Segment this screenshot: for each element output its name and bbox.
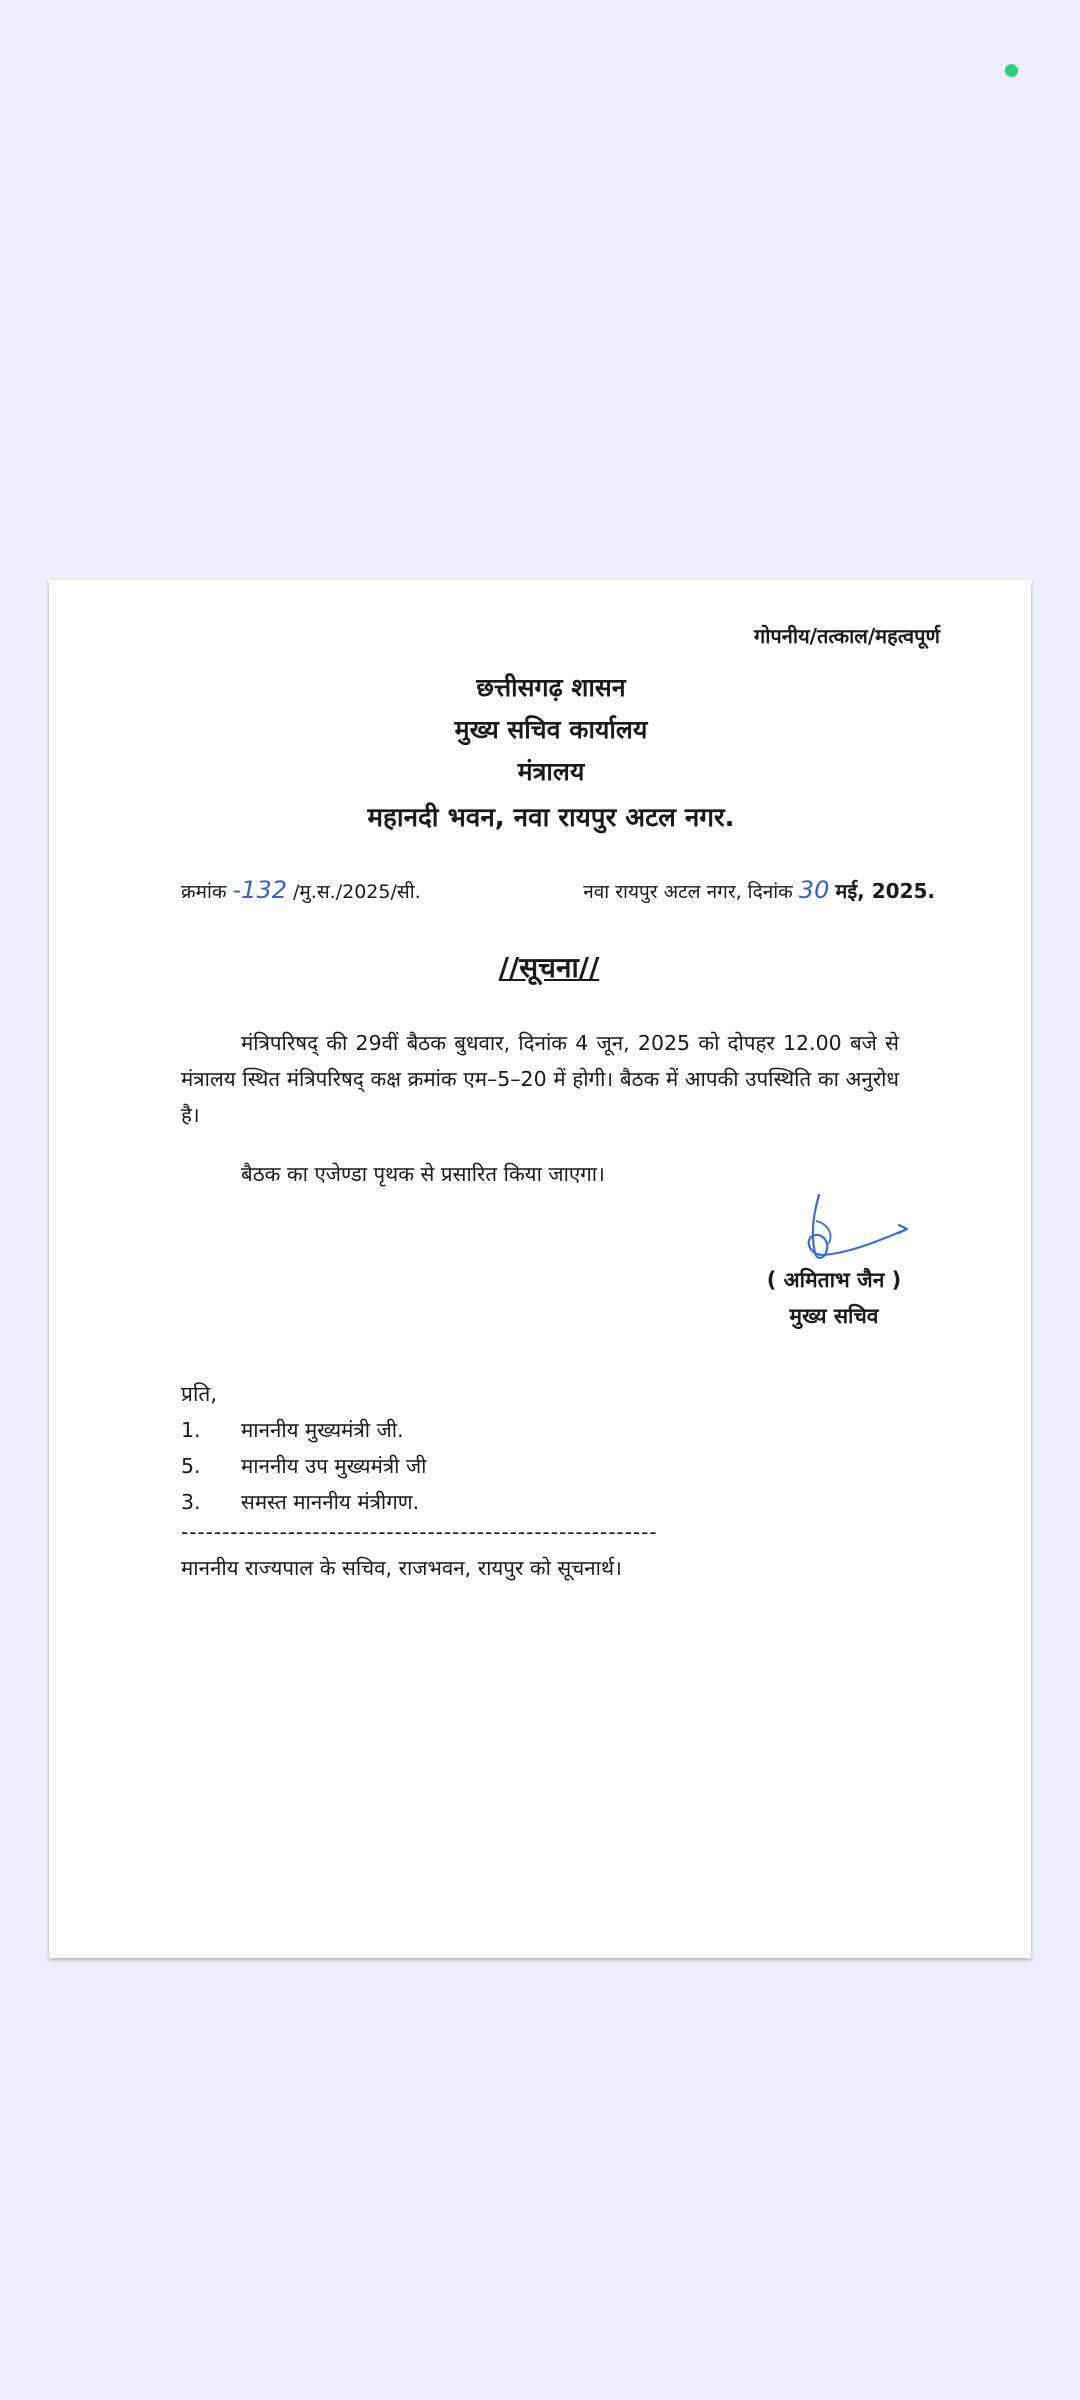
dateline-place: नवा रायपुर अटल नगर, दिनांक (583, 881, 793, 903)
notice-body-paragraph: मंत्रिपरिषद् की 29वीं बैठक बुधवार, दिनांक 4 जून, 2025 को दोपहर 12.00 बजे से मंत्रालय स्थित मंत्रिपरिषद् कक्ष क्रमांक एम–5–20 में होगी। बैठक में आपकी उपस्थिति का अनुरोध है। (181, 1031, 899, 1127)
header-address: महानदी भवन, नवा रायपुर अटल नगर. (367, 803, 735, 833)
classification-label: गोपनीय/तत्काल/महत्वपूर्ण (753, 624, 940, 648)
agenda-line: बैठक का एजेण्डा पृथक से प्रसारित किया जाएगा। (241, 1162, 605, 1186)
signer-designation: मुख्य सचिव (789, 1304, 879, 1328)
header-government: छत्तीसगढ़ शासन (476, 673, 626, 702)
recipient-number: 5. (181, 1454, 201, 1478)
separator-line: ---------------------------------------------------------- (181, 1520, 658, 1544)
signature-graphic (749, 1185, 909, 1275)
recipient-text: माननीय उप मुख्यमंत्री जी (241, 1454, 427, 1478)
dateline-day-handwritten: 30 (798, 876, 830, 904)
recipient-item (181, 1488, 419, 1516)
dateline-row (583, 876, 935, 904)
signer-name: ( अमिताभ जैन ) (766, 1268, 902, 1292)
recipients-label: प्रति, (181, 1382, 218, 1406)
reference-number-handwritten: -132 (232, 876, 287, 904)
recipient-text: समस्त माननीय मंत्रीगण. (241, 1490, 420, 1514)
dateline-month-year: मई, 2025. (835, 879, 935, 903)
recipient-number: 3. (181, 1490, 201, 1514)
recipient-text: माननीय मुख्यमंत्री जी. (241, 1418, 404, 1442)
copy-to-line: माननीय राज्यपाल के सचिव, राजभवन, रायपुर को सूचनार्थ। (181, 1556, 622, 1580)
reference-number-row (181, 876, 421, 904)
recipient-number: 1. (181, 1418, 201, 1442)
recipient-item (181, 1416, 404, 1444)
recipient-item (181, 1452, 427, 1480)
status-indicator-dot (1005, 64, 1018, 77)
reference-suffix: /मु.स./2025/सी. (293, 881, 421, 903)
header-ministry: मंत्रालय (517, 757, 585, 786)
reference-prefix: क्रमांक (181, 881, 227, 903)
document-page[interactable] (49, 580, 1031, 1958)
header-office: मुख्य सचिव कार्यालय (454, 715, 648, 744)
notice-title: //सूचना// (498, 951, 600, 984)
